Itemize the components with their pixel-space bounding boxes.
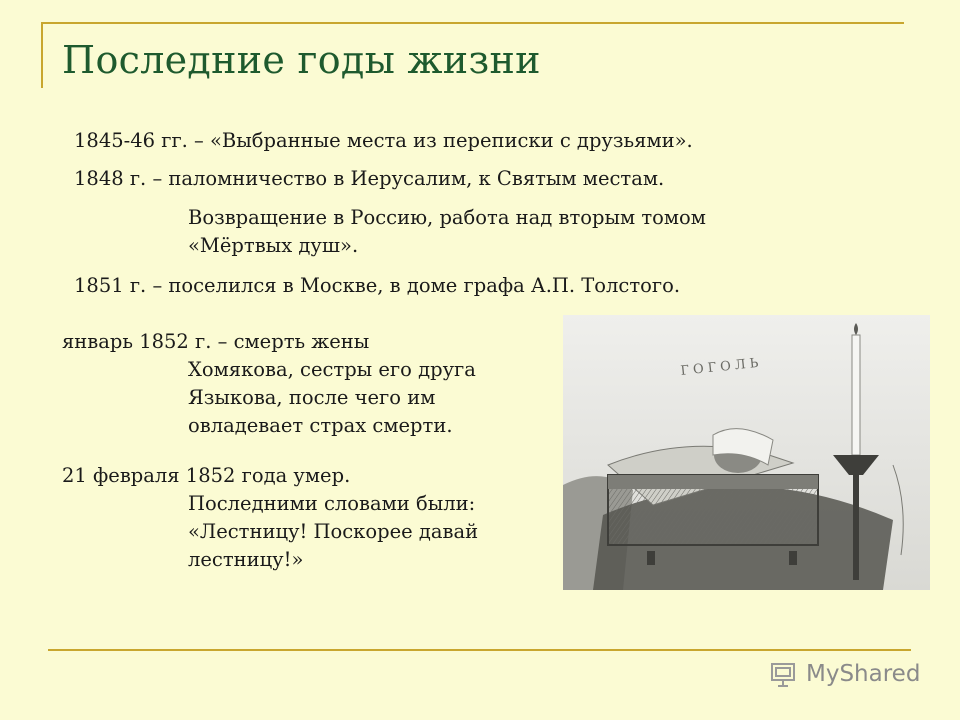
top-rule bbox=[41, 22, 904, 24]
presentation-icon bbox=[770, 660, 800, 688]
text-line-jan-2: Хомякова, сестры его друга bbox=[188, 358, 476, 381]
bottom-rule bbox=[48, 649, 911, 651]
text-line-return-1: Возвращение в Россию, работа над вторым томом bbox=[188, 206, 706, 229]
text-block-january-1852 bbox=[62, 328, 476, 440]
text-line-feb-1: 21 февраля 1852 года умер. bbox=[62, 464, 351, 487]
deathbed-engraving-image bbox=[563, 315, 930, 590]
text-line-jan-4: овладевает страх смерти. bbox=[188, 414, 453, 437]
text-line-1848: 1848 г. – паломничество в Иерусалим, к Святым местам. bbox=[74, 167, 665, 190]
coffin-rim bbox=[608, 475, 818, 489]
text-line-feb-4: лестницу!» bbox=[188, 548, 304, 571]
text-line-1851: 1851 г. – поселился в Москве, в доме графа А.П. Толстого. bbox=[74, 274, 681, 297]
coffin-leg-left bbox=[647, 551, 655, 565]
slide-title: Последние годы жизни bbox=[62, 38, 541, 82]
text-block-february-1852 bbox=[62, 462, 478, 574]
text-line-jan-3: Языкова, после чего им bbox=[188, 386, 436, 409]
text-line-jan-1: январь 1852 г. – смерть жены bbox=[62, 330, 370, 353]
engraving-illustration bbox=[563, 315, 930, 590]
coffin-leg-right bbox=[789, 551, 797, 565]
text-line-feb-2: Последними словами были: bbox=[188, 492, 476, 515]
engraving-inscription: ГОГОЛЬ bbox=[679, 355, 764, 379]
candle-shape bbox=[852, 335, 860, 455]
candlestick-stem bbox=[853, 475, 859, 580]
text-line-feb-3: «Лестницу! Поскорее давай bbox=[188, 520, 479, 543]
text-line-return bbox=[188, 204, 706, 260]
left-rule bbox=[41, 22, 43, 88]
text-line-return-2: «Мёртвых душ». bbox=[188, 234, 359, 257]
brand-name: MyShared bbox=[806, 661, 921, 687]
text-line-1845: 1845-46 гг. – «Выбранные места из переписки с друзьями». bbox=[74, 129, 693, 152]
myshared-watermark bbox=[770, 656, 930, 692]
